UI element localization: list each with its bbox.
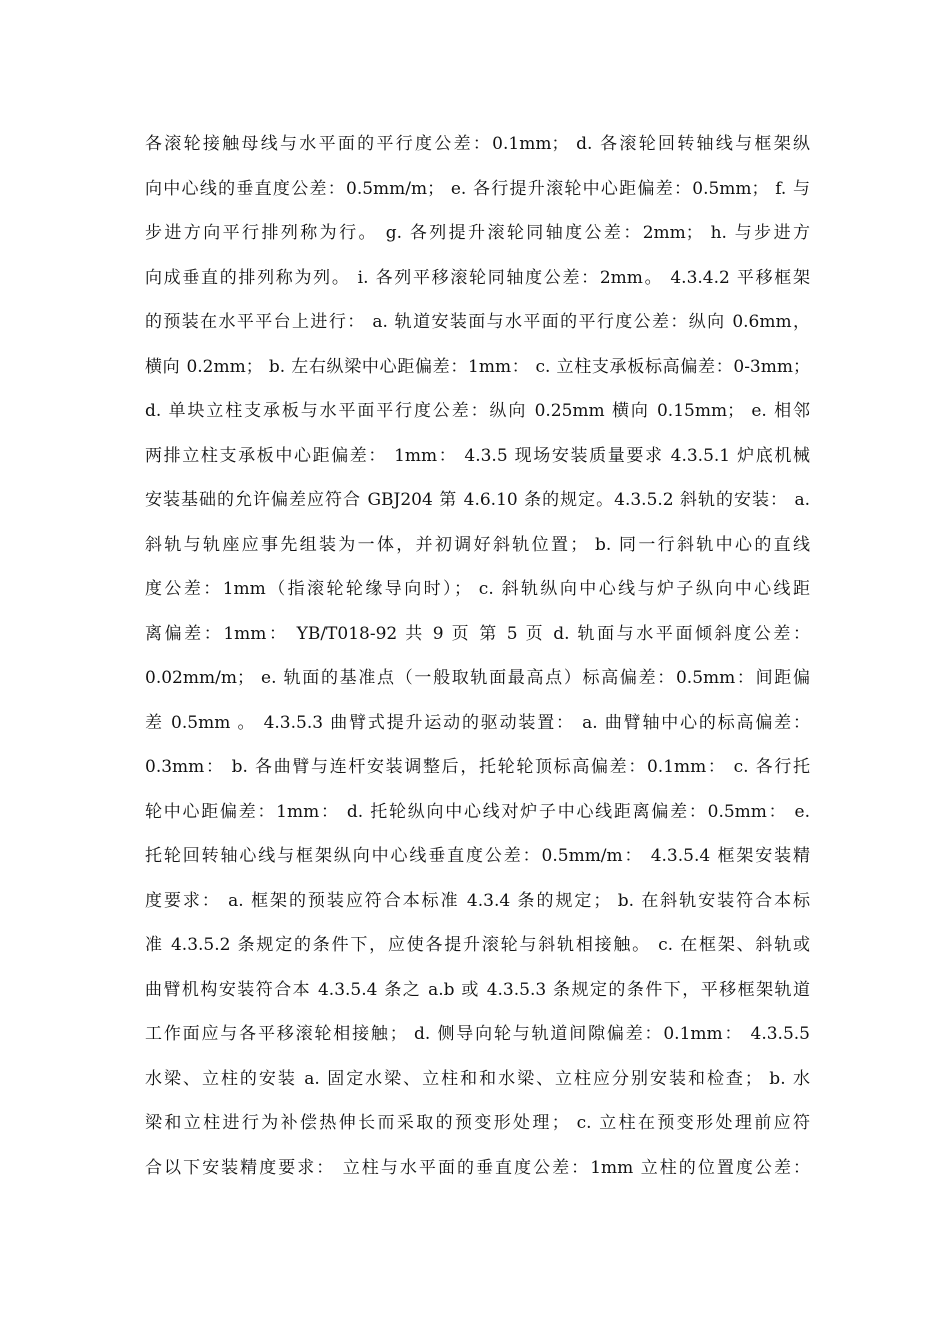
text-line: 0.02mm/m； e. 轨面的基准点（一般取轨面最高点）标高偏差：0.5mm：间距偏 — [145, 668, 810, 688]
text-line: 两排立柱支承板中心距偏差： 1mm： 4.3.5 现场安装质量要求 4.3.5.1 炉底机械 — [145, 445, 810, 466]
text-line: 差 0.5mm 。 4.3.5.3 曲臂式提升运动的驱动装置： a. 曲臂轴中心的标高偏差： — [145, 712, 810, 733]
text-line: 的预装在水平平台上进行： a. 轨道安装面与水平面的平行度公差：纵向 0.6mm， — [145, 312, 810, 332]
text-line: 横向 0.2mm； b. 左右纵梁中心距偏差：1mm： c. 立柱支承板标高偏差：0-3mm； — [145, 356, 810, 377]
text-line: 水梁、立柱的安装 a. 固定水梁、立柱和和水梁、立柱应分别安装和检查； b. 水 — [145, 1068, 810, 1089]
text-line: 合以下安装精度要求： 立柱与水平面的垂直度公差：1mm 立柱的位置度公差： — [145, 1157, 810, 1178]
text-line: d. 单块立柱支承板与水平面平行度公差：纵向 0.25mm 横向 0.15mm； e. 相邻 — [145, 401, 810, 421]
text-line: 曲臂机构安装符合本 4.3.5.4 条之 a.b 或 4.3.5.3 条规定的条件下，平移框架轨道 — [145, 979, 810, 1000]
text-line: 安装基础的允许偏差应符合 GBJ204 第 4.6.10 条的规定。4.3.5.2 斜轨的安装： a. — [145, 490, 810, 510]
text-line: 轮中心距偏差：1mm： d. 托轮纵向中心线对炉子中心线距离偏差：0.5mm： e. — [145, 801, 810, 822]
text-line: 各滚轮接触母线与水平面的平行度公差：0.1mm； d. 各滚轮回转轴线与框架纵 — [145, 134, 810, 154]
text-line: 0.3mm： b. 各曲臂与连杆安装调整后，托轮轮顶标高偏差：0.1mm： c. 各行托 — [145, 757, 810, 777]
text-line: 梁和立柱进行为补偿热伸长而采取的预变形处理； c. 立柱在预变形处理前应符 — [145, 1113, 810, 1133]
text-line: 工作面应与各平移滚轮相接触； d. 侧导向轮与轨道间隙偏差：0.1mm： 4.3.5.5 — [145, 1024, 810, 1044]
text-line: 斜轨与轨座应事先组装为一体，并初调好斜轨位置； b. 同一行斜轨中心的直线 — [145, 534, 810, 555]
text-line: 向成垂直的排列称为列。 i. 各列平移滚轮同轴度公差：2mm。 4.3.4.2 平移框架 — [145, 267, 810, 288]
text-line: 准 4.3.5.2 条规定的条件下，应使各提升滚轮与斜轨相接触。 c. 在框架、斜轨或 — [145, 935, 810, 955]
text-line: 步进方向平行排列称为行。 g. 各列提升滚轮同轴度公差：2mm； h. 与步进方 — [145, 223, 810, 243]
body-text — [145, 122, 810, 1190]
text-line: 离偏差：1mm： YB/T018-92 共 9 页 第 5 页 d. 轨面与水平面倾斜度公差： — [145, 623, 810, 644]
text-line: 度要求： a. 框架的预装应符合本标准 4.3.4 条的规定； b. 在斜轨安装符合本标 — [145, 890, 810, 911]
text-line: 度公差：1mm（指滚轮轮缘导向时）； c. 斜轨纵向中心线与炉子纵向中心线距 — [145, 579, 810, 599]
text-line: 向中心线的垂直度公差：0.5mm/m； e. 各行提升滚轮中心距偏差：0.5mm； f. 与 — [145, 178, 810, 199]
text-line: 托轮回转轴心线与框架纵向中心线垂直度公差：0.5mm/m： 4.3.5.4 框架安装精 — [145, 846, 810, 866]
